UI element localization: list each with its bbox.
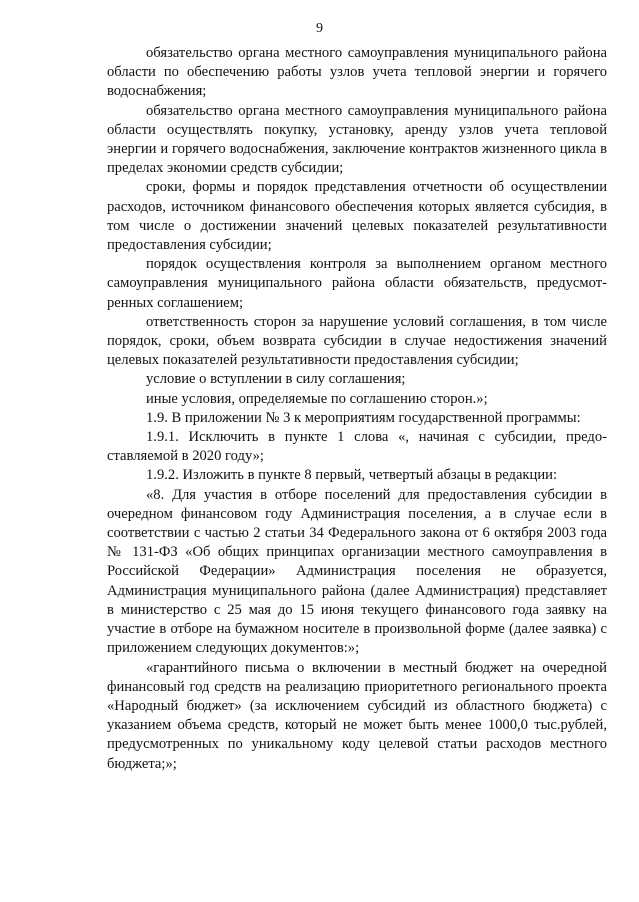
paragraph-7: иные условия, определяемые по соглашению сторон.»; bbox=[146, 390, 488, 407]
paragraph-5: ответственность сторон за нарушение условий соглашения, в том числе порядок, сроки, объем возврата субсидии в случае недостижения значений целевых показателей результативности предоставления субсидии; bbox=[107, 313, 607, 369]
paragraph-4: порядок осуществления контроля за выполнением органом местного самоуправления муниципального района области обязательств, предусмотренных соглашением; bbox=[107, 256, 607, 311]
paragraph-10: 1.9.2. Изложить в пункте 8 первый, четвертый абзацы в редакции: bbox=[146, 467, 557, 484]
paragraph-8: 1.9. В приложении № 3 к мероприятиям государственной программы: bbox=[146, 409, 581, 426]
paragraph-3: сроки, формы и порядок представления отчетности об осуществлении расходов, источником финансового обеспечения которых является субсидия, в том числе о достижении значений целевых показателей результативности предоставления субсидии; bbox=[107, 179, 607, 254]
paragraph-12: «гарантийного письма о включении в местный бюджет на очередной финансовый год средств на реализацию приоритетного регионального проекта «Народный бюджет» (за исключением субсидий из областного бюджета) с указанием объема средств, который не может быть менее 1000,0 тыс.рублей, предусмотренных по уникальному коду целевой статьи расходов местного бюджета;»; bbox=[107, 659, 607, 772]
paragraph-1: обязательство органа местного самоуправления муниципального района области по обеспечению работы узлов учета тепловой энергии и горячего водоснабжения; bbox=[107, 45, 607, 100]
paragraph-6: условие о вступлении в силу соглашения; bbox=[146, 371, 406, 388]
paragraph-11: «8. Для участия в отборе поселений для предоставления субсидии в очередном финансовом году Администрация поселения, а в случае если в соответствии с частью 2 статьи 34 Федерального закона от 6 октября 2003 года № 131-ФЗ «Об общих принципах организации местного самоуправления в Российской Федерации» Администрация поселения не образуется, Администрация муниципального района (далее Администрация) представляет в министерство с 25 мая до 15 июня текущего финансового года заявку на участие в отборе на бумажном носителе в произвольной форме (далее заявка) с приложением следующих документов:»; bbox=[107, 486, 607, 657]
paragraph-9: 1.9.1. Исключить в пункте 1 слова «, начиная с субсидии, предоставляемой в 2020 году»; bbox=[107, 429, 607, 465]
page-number: 9 bbox=[316, 21, 323, 36]
document-body bbox=[107, 44, 607, 774]
paragraph-2: обязательство органа местного самоуправления муниципального района области осуществлять покупку, установку, аренду узлов учета тепловой энергии и горячего водоснабжения, заключение контрактов жизненного цикла в пределах экономии средств субсидии; bbox=[107, 102, 607, 177]
